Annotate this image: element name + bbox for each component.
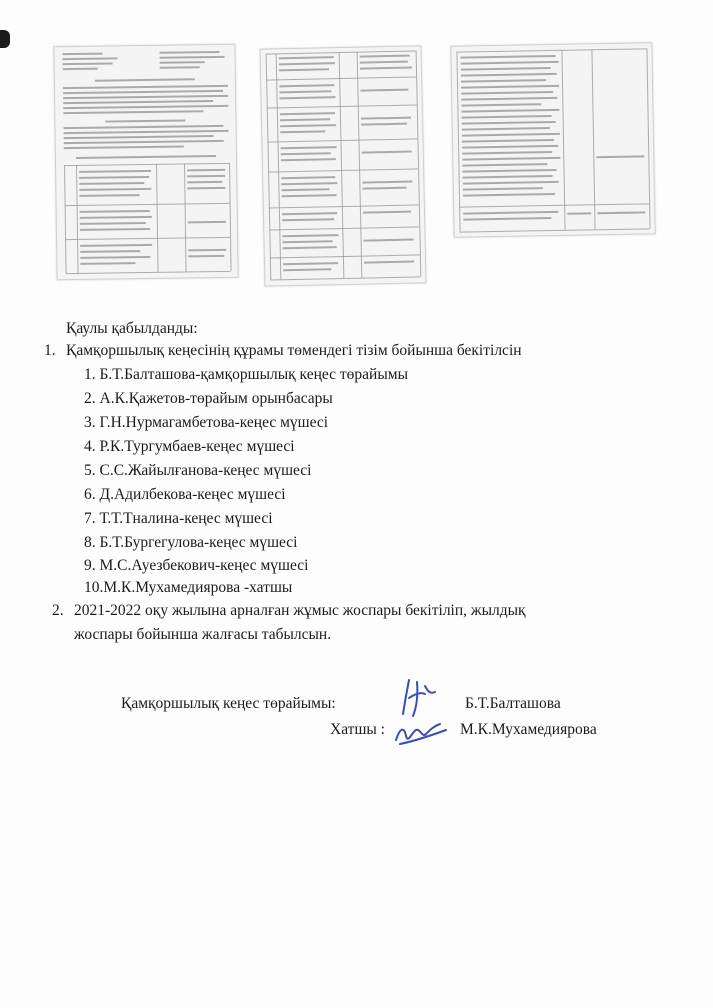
member-item-6: 6. Д.Адилбекова-кеңес мүшесі: [84, 486, 286, 503]
member-item-3: 3. Г.Н.Нурмагамбетова-кеңес мүшесі: [84, 414, 329, 431]
member-item-2: 2. А.К.Қажетов-төрайым орынбасары: [84, 390, 333, 407]
decision-1-number: 1.: [44, 342, 56, 359]
decision-2-text-line-1: 2021-2022 оқу жылына арналған жұмыс жоспары бекітіліп, жылдық: [74, 602, 526, 619]
decision-2-number: 2.: [52, 602, 64, 619]
member-item-7: 7. Т.Т.Тналина-кеңес мүшесі: [84, 510, 273, 527]
member-item-8: 8. Б.Т.Бургегулова-кеңес мүшесі: [84, 534, 298, 551]
member-item-5: 5. С.С.Жайылғанова-кеңес мүшесі: [84, 462, 312, 479]
member-item-10: 10.М.К.Мухамедиярова -хатшы: [84, 579, 293, 596]
chair-handwritten-signature: [395, 676, 445, 718]
member-item-1: 1. Б.Т.Балташова-қамқоршылық кеңес төрайымы: [84, 366, 408, 383]
decision-1-text: Қамқоршылық кеңесінің құрамы төмендегі тізім бойынша бекітілсін: [66, 342, 522, 359]
chair-signature-label: Қамқоршылық кеңес төрайымы:: [121, 695, 336, 712]
document-thumbnail-1: [53, 44, 238, 281]
secretary-handwritten-signature: [390, 716, 450, 750]
secretary-name: М.К.Мухамедиярова: [460, 721, 597, 738]
document-thumbnail-2: [260, 45, 427, 286]
document-thumbnail-3: [450, 42, 655, 237]
page-corner-mark: [0, 30, 10, 48]
decision-2-text-line-2: жоспары бойынша жалғасы табылсын.: [74, 626, 332, 643]
decision-title: Қаулы қабылданды:: [66, 320, 198, 337]
member-item-9: 9. М.С.Ауезбекович-кеңес мүшесі: [84, 557, 309, 574]
secretary-signature-label: Хатшы :: [330, 721, 385, 738]
chair-name: Б.Т.Балташова: [465, 695, 561, 712]
member-item-4: 4. Р.К.Тургумбаев-кеңес мүшесі: [84, 438, 295, 455]
